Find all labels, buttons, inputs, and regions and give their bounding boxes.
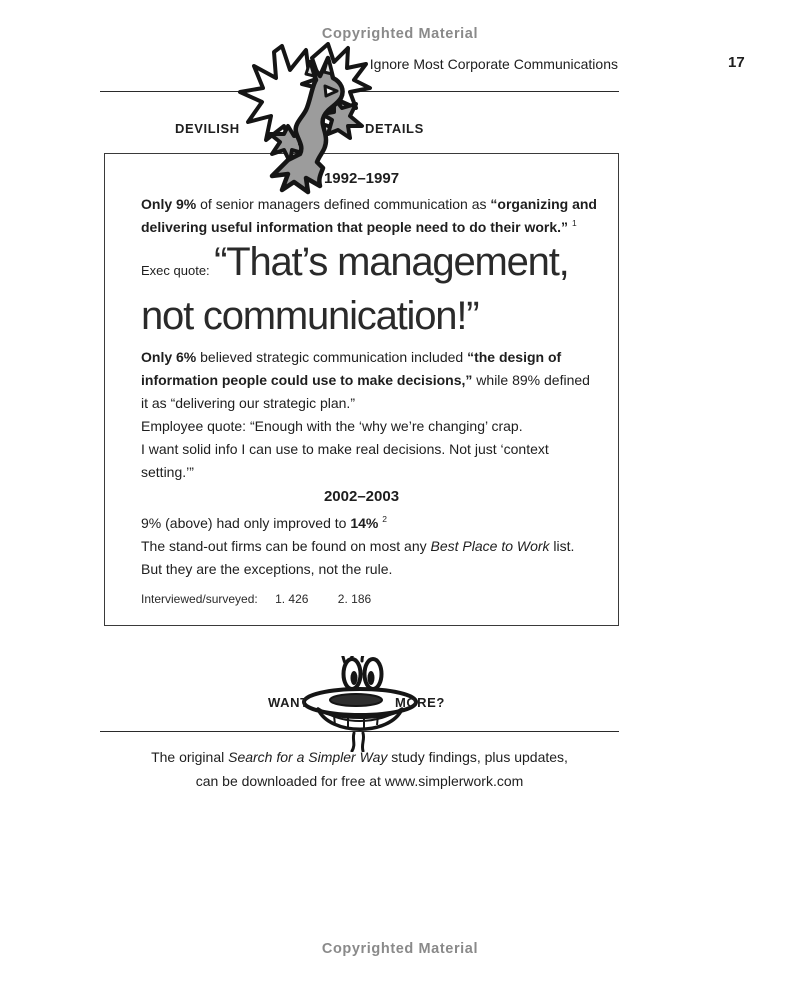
copyright-banner-top: Copyrighted Material bbox=[321, 26, 479, 42]
exec-quote-label: Exec quote: bbox=[141, 263, 210, 278]
stat-paragraph-6pct bbox=[141, 346, 603, 415]
stat-paragraph-1992 bbox=[141, 193, 603, 239]
employee-quote bbox=[141, 415, 603, 484]
footnote-item-1: 1. 426 bbox=[275, 592, 309, 606]
footer-study-line: The original Search for a Simpler Way study findings, plus updates, bbox=[151, 749, 568, 765]
employee-quote-line: I want solid info I can use to make real decisions. Not just ‘context bbox=[141, 441, 549, 457]
devil-starburst-icon bbox=[230, 42, 390, 197]
devilish-label: DEVILISH bbox=[175, 121, 240, 136]
exec-quote-row bbox=[141, 240, 569, 285]
exec-quote-line1: “That’s management, bbox=[214, 240, 569, 284]
period-heading-1992-1997: 1992–1997 bbox=[323, 170, 400, 187]
stat-line: delivering useful information that people need to do their work.” $^1$ bbox=[141, 218, 577, 235]
exceptions-line: But they are the exceptions, not the rule. bbox=[141, 561, 393, 577]
footnote-label: Interviewed/surveyed: bbox=[141, 592, 258, 606]
stat-line: information people could use to make decisions,” while 89% defined bbox=[141, 372, 590, 388]
more-label: MORE? bbox=[395, 695, 445, 710]
chapter-running-head: Ignore Most Corporate Communications bbox=[369, 56, 618, 72]
page-number: 17 bbox=[728, 54, 745, 71]
want-label: WANT bbox=[268, 695, 309, 710]
employee-quote-line: setting.’” bbox=[141, 464, 194, 480]
survey-footnote bbox=[141, 592, 371, 606]
devilish-details-box bbox=[104, 153, 619, 626]
details-label: DETAILS bbox=[365, 121, 424, 136]
stat-line: Only 9% of senior managers defined communication as “organizing and bbox=[141, 196, 597, 212]
stat-line: it as “delivering our strategic plan.” bbox=[141, 395, 355, 411]
employee-quote-line: Employee quote: “Enough with the ‘why we’re changing’ crap. bbox=[141, 418, 523, 434]
footer-download-line: can be downloaded for free at www.simplerwork.com bbox=[195, 773, 524, 789]
improved-stat-line: 9% (above) had only improved to 14% $^2$ bbox=[141, 514, 387, 531]
copyright-banner-bottom: Copyrighted Material bbox=[321, 941, 479, 957]
footnote-item-2: 2. 186 bbox=[337, 592, 372, 606]
period-heading-2002-2003: 2002–2003 bbox=[323, 488, 400, 505]
stat-line: Only 6% believed strategic communication included “the design of bbox=[141, 349, 562, 365]
standout-firms-line: The stand-out firms can be found on most any Best Place to Work list. bbox=[141, 538, 575, 554]
exec-quote-line2: not communication!” bbox=[141, 294, 479, 338]
